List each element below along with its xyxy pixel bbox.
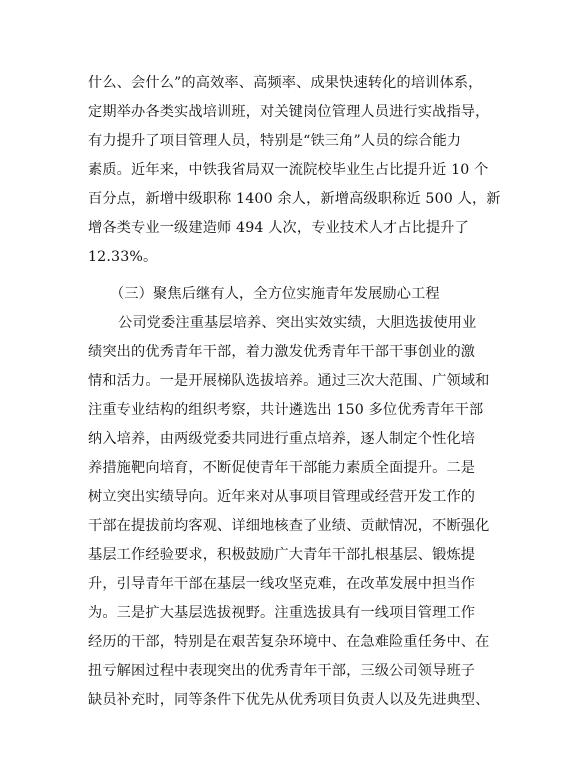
section-heading: （三）聚焦后继有人，全方位实施青年发展励心工程: [110, 286, 440, 302]
text-line: 有力提升了项目管理人员，特别是“铁三角”人员的综合能力: [88, 133, 462, 149]
text-line: 扭亏解困过程中表现突出的优秀青年干部，三级公司领导班子: [88, 663, 476, 679]
text-line: 百分点，新增中级职称 1400 余人，新增高级职称近 500 人，新: [88, 191, 501, 207]
text-line: 树立突出实绩导向。近年来对从事项目管理或经营开发工作的: [88, 489, 476, 505]
text-line: 纳入培养，由两级党委共同进行重点培养，逐人制定个性化培: [88, 431, 476, 447]
text-line: 增各类专业一级建造师 494 人次，专业技术人才占比提升了: [88, 220, 469, 236]
text-line: 什么、会什么”的高效率、高频率、成果快速转化的培训体系，: [88, 75, 483, 91]
text-line: 养措施靶向培育，不断促使青年干部能力素质全面提升。二是: [88, 460, 476, 476]
text-line: 素质。近年来，中铁我省局双一流院校毕业生占比提升近 10 个: [88, 162, 489, 178]
document-body: [88, 69, 508, 715]
text-line: 缺员补充时，同等条件下优先从优秀项目负责人以及先进典型、: [88, 692, 490, 708]
paragraph-first-line: 公司党委注重基层培养、突出实效实绩，大胆选拔使用业: [118, 315, 477, 331]
text-line: 情和活力。一是开展梯队选拔培养。通过三次大范围、广领域和: [88, 373, 490, 389]
text-line: 升，引导青年干部在基层一线攻坚克难，在改革发展中担当作: [88, 576, 476, 592]
text-line: 为。三是扩大基层选拔视野。注重选拔具有一线项目管理工作: [88, 605, 476, 621]
text-line: 绩突出的优秀青年干部，着力激发优秀青年干部干事创业的激: [88, 344, 476, 360]
text-line: 定期举办各类实战培训班，对关键岗位管理人员进行实战指导，: [88, 104, 490, 120]
text-line: 经历的干部，特别是在艰苦复杂环境中、在急难险重任务中、在: [88, 634, 490, 650]
text-line: 干部在提拔前均客观、详细地核查了业绩、贡献情况，不断强化: [88, 518, 490, 534]
text-line: 12.33%。: [88, 249, 158, 265]
text-line: 注重专业结构的组织考察，共计遴选出 150 多位优秀青年干部: [88, 402, 484, 418]
text-line: 基层工作经验要求，积极鼓励广大青年干部扎根基层、锻炼提: [88, 547, 476, 563]
